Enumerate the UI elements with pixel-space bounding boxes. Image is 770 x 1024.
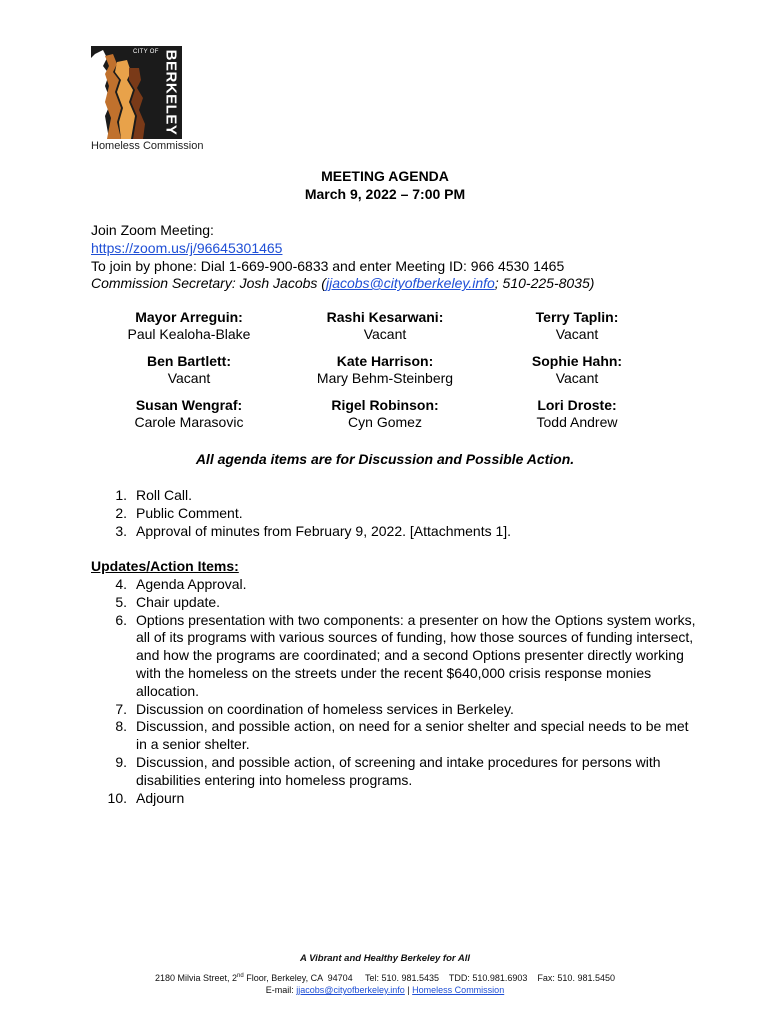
agenda-item-number: 10. bbox=[107, 789, 127, 806]
meeting-date: March 9, 2022 – 7:00 PM bbox=[304, 186, 466, 202]
agenda-item bbox=[91, 576, 696, 594]
footer-email-link[interactable]: jjacobs@cityofberkeley.info bbox=[296, 985, 405, 995]
agenda-item bbox=[91, 701, 696, 719]
footer-address-rest: Floor, Berkeley, CA 94704 Tel: 510. 981.5435 TDD: 510.981.6903 Fax: 510. 981.5450 bbox=[243, 973, 615, 983]
appointee-name: Vacant bbox=[167, 370, 211, 386]
agenda-item-text: Agenda Approval. bbox=[136, 576, 247, 592]
footer-address-sup: nd bbox=[237, 973, 244, 979]
council-member-name: Susan Wengraf: bbox=[135, 397, 243, 413]
action-items-list bbox=[91, 576, 696, 807]
agenda-item bbox=[91, 505, 696, 523]
council-member-name: Sophie Hahn: bbox=[531, 353, 623, 369]
council-member-name: Rigel Robinson: bbox=[331, 397, 439, 413]
agenda-item-number: 9. bbox=[115, 753, 127, 770]
logo-word-text: BERKELEY bbox=[162, 49, 180, 136]
city-logo bbox=[91, 46, 182, 139]
appointee-name: Cyn Gomez bbox=[348, 414, 422, 430]
council-member-name: Terry Taplin: bbox=[535, 309, 619, 325]
council-member bbox=[483, 353, 671, 387]
agenda-item-text: Adjourn bbox=[136, 789, 185, 806]
agenda-item bbox=[91, 594, 696, 612]
commission-caption: Homeless Commission bbox=[91, 140, 204, 152]
appointee-name: Paul Kealoha-Blake bbox=[127, 326, 251, 342]
agenda-item-number: 3. bbox=[115, 522, 127, 539]
agenda-item-text: Roll Call. bbox=[136, 487, 193, 503]
agenda-item-text: Chair update. bbox=[136, 593, 221, 610]
discussion-note: All agenda items are for Discussion and Possible Action. bbox=[195, 451, 575, 467]
secretary-prefix: Commission Secretary: Josh Jacobs ( bbox=[91, 275, 326, 291]
council-member bbox=[483, 397, 671, 431]
agenda-item bbox=[91, 523, 696, 541]
council-member-name: Mayor Arreguin: bbox=[135, 309, 243, 325]
footer-tagline: A Vibrant and Healthy Berkeley for All bbox=[300, 953, 470, 964]
agenda-item-number: 4. bbox=[115, 576, 127, 592]
appointee-name: Mary Behm-Steinberg bbox=[316, 370, 454, 386]
zoom-join-label: Join Zoom Meeting: bbox=[91, 222, 214, 238]
council-member bbox=[483, 309, 671, 343]
council-member-name: Rashi Kesarwani: bbox=[326, 309, 444, 325]
agenda-item-text: Discussion, and possible action, on need for a senior shelter and special needs to be met in a senior shelter. bbox=[136, 718, 689, 753]
council-member-name: Ben Bartlett: bbox=[146, 353, 231, 369]
logo-wordmark bbox=[160, 46, 182, 139]
footer-address-start: 2180 Milvia Street, 2 bbox=[155, 973, 238, 983]
agenda-item bbox=[91, 790, 696, 808]
agenda-item-number: 8. bbox=[115, 718, 127, 735]
appointee-name: Vacant bbox=[363, 326, 407, 342]
opening-agenda-list bbox=[91, 487, 696, 540]
agenda-item-number: 1. bbox=[115, 487, 127, 503]
logo-city-text: CITY OF bbox=[133, 49, 159, 55]
secretary-line bbox=[91, 275, 594, 291]
council-member bbox=[91, 309, 287, 343]
agenda-item-text: Discussion on coordination of homeless services in Berkeley. bbox=[136, 700, 514, 717]
agenda-item bbox=[91, 487, 696, 505]
agenda-item-number: 6. bbox=[115, 611, 127, 628]
council-member bbox=[91, 353, 287, 387]
agenda-item-number: 5. bbox=[115, 593, 127, 610]
footer-email-label: E-mail: bbox=[265, 985, 297, 995]
council-member bbox=[91, 397, 287, 431]
agenda-item-number: 2. bbox=[115, 504, 127, 521]
agenda-item-text: Public Comment. bbox=[136, 504, 243, 521]
agenda-item-text: Options presentation with two components: a presenter on how the Options system works, all of its programs with various sources of funding, how those sources of funding intersect, and how the programs are coordinated; and a second Options presenter directly working with the homeless on the streets under the recent $640,000 crisis response monies allocation. bbox=[136, 611, 696, 699]
council-appointees-grid bbox=[91, 309, 671, 431]
agenda-item-number: 7. bbox=[115, 700, 127, 717]
footer-separator: | bbox=[404, 985, 413, 995]
appointee-name: Todd Andrew bbox=[536, 414, 618, 430]
zoom-link[interactable]: https://zoom.us/j/96645301465 bbox=[91, 240, 283, 256]
council-member bbox=[287, 309, 483, 343]
council-member bbox=[287, 353, 483, 387]
secretary-email-link[interactable]: jjacobs@cityofberkeley.info bbox=[325, 275, 495, 291]
agenda-item-text: Approval of minutes from February 9, 2022. [Attachments 1]. bbox=[136, 522, 512, 539]
council-member bbox=[287, 397, 483, 431]
appointee-name: Vacant bbox=[555, 370, 599, 386]
agenda-item bbox=[91, 718, 696, 754]
council-member-name: Lori Droste: bbox=[537, 397, 617, 413]
council-member-name: Kate Harrison: bbox=[336, 353, 434, 369]
agenda-item bbox=[91, 612, 696, 701]
appointee-name: Carole Marasovic bbox=[134, 414, 244, 430]
updates-heading: Updates/Action Items: bbox=[91, 558, 239, 574]
footer-commission-link[interactable]: Homeless Commission bbox=[412, 985, 505, 995]
page-title: MEETING AGENDA bbox=[321, 168, 449, 184]
appointee-name: Vacant bbox=[555, 326, 599, 342]
footer-contact bbox=[0, 985, 770, 995]
agenda-item bbox=[91, 754, 696, 790]
zoom-link-line bbox=[91, 240, 282, 256]
phone-line: To join by phone: Dial 1-669-900-6833 and enter Meeting ID: 966 4530 1465 bbox=[91, 258, 565, 274]
footer-address bbox=[0, 973, 770, 983]
silhouettes-graphic bbox=[91, 46, 161, 139]
secretary-suffix: ; 510-225-8035) bbox=[494, 275, 595, 291]
agenda-item-text: Discussion, and possible action, of screening and intake procedures for persons with disabilities entering into homeless programs. bbox=[136, 753, 661, 788]
